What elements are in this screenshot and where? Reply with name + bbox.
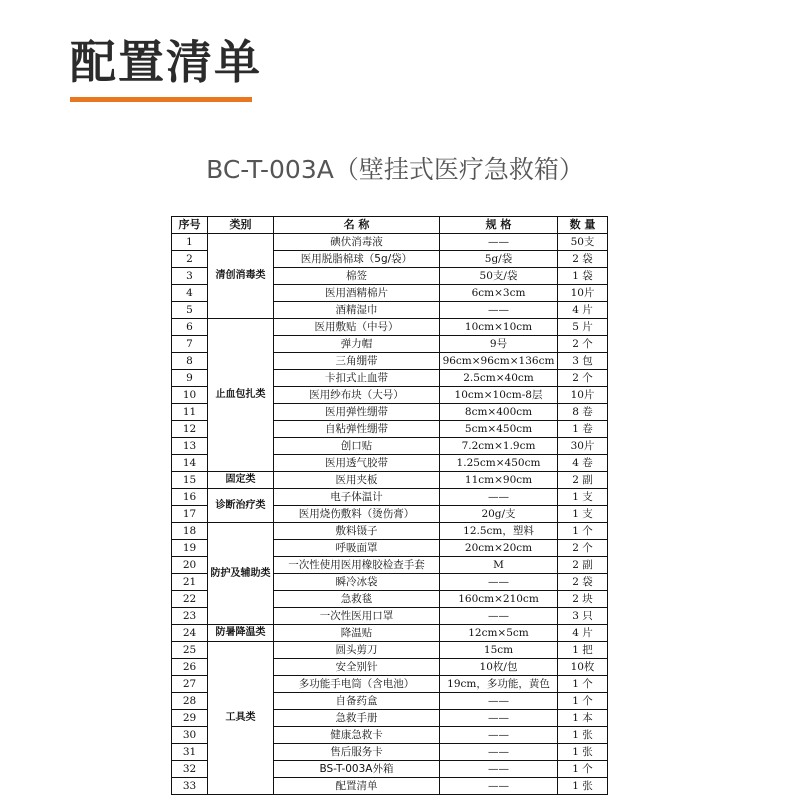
item-number: 5 — [172, 302, 208, 319]
item-number: 4 — [172, 285, 208, 302]
item-spec: 5cm×450cm — [440, 421, 558, 438]
item-number: 31 — [172, 744, 208, 761]
item-number: 1 — [172, 234, 208, 251]
item-spec: 2.5cm×40cm — [440, 370, 558, 387]
header-name: 名 称 — [274, 217, 440, 234]
item-quantity: 1 个 — [558, 523, 608, 540]
item-spec: —— — [440, 744, 558, 761]
item-number: 2 — [172, 251, 208, 268]
item-number: 7 — [172, 336, 208, 353]
item-number: 13 — [172, 438, 208, 455]
item-quantity: 2 袋 — [558, 574, 608, 591]
item-quantity: 5 片 — [558, 319, 608, 336]
header-qty: 数 量 — [558, 217, 608, 234]
item-number: 6 — [172, 319, 208, 336]
header-category: 类别 — [208, 217, 274, 234]
table-row — [172, 642, 608, 659]
item-name: 医用弹性绷带 — [274, 404, 440, 421]
page-heading: 配置清单 — [70, 35, 262, 89]
table-row — [172, 234, 608, 251]
item-spec: —— — [440, 727, 558, 744]
item-quantity: 2 个 — [558, 370, 608, 387]
item-number: 28 — [172, 693, 208, 710]
item-spec: —— — [440, 234, 558, 251]
item-spec: 50支/袋 — [440, 268, 558, 285]
item-spec: 160cm×210cm — [440, 591, 558, 608]
product-title: BC-T-003A（壁挂式医疗急救箱） — [206, 155, 584, 184]
item-name: 健康急救卡 — [274, 727, 440, 744]
item-name: 自粘弹性绷带 — [274, 421, 440, 438]
item-quantity: 2 块 — [558, 591, 608, 608]
heading-underline — [70, 97, 252, 102]
item-name: 一次性医用口罩 — [274, 608, 440, 625]
item-name: 医用烧伤敷料（烫伤膏） — [274, 506, 440, 523]
item-quantity: 1 个 — [558, 676, 608, 693]
item-quantity: 1 张 — [558, 744, 608, 761]
item-number: 25 — [172, 642, 208, 659]
item-name: 配置清单 — [274, 778, 440, 795]
item-name: 瞬冷冰袋 — [274, 574, 440, 591]
item-spec: 6cm×3cm — [440, 285, 558, 302]
configuration-table — [171, 216, 608, 795]
item-number: 14 — [172, 455, 208, 472]
item-number: 24 — [172, 625, 208, 642]
item-quantity: 1 卷 — [558, 421, 608, 438]
item-quantity: 4 片 — [558, 625, 608, 642]
item-name: 酒精湿巾 — [274, 302, 440, 319]
item-quantity: 1 支 — [558, 506, 608, 523]
item-name: 医用夹板 — [274, 472, 440, 489]
item-number: 22 — [172, 591, 208, 608]
item-number: 20 — [172, 557, 208, 574]
item-quantity: 10片 — [558, 285, 608, 302]
item-spec: 12cm×5cm — [440, 625, 558, 642]
item-name: 降温贴 — [274, 625, 440, 642]
item-number: 19 — [172, 540, 208, 557]
item-quantity: 2 个 — [558, 540, 608, 557]
table-header-row — [172, 217, 608, 234]
item-spec: 1.25cm×450cm — [440, 455, 558, 472]
item-quantity: 1 个 — [558, 693, 608, 710]
item-spec: 11cm×90cm — [440, 472, 558, 489]
item-quantity: 1 本 — [558, 710, 608, 727]
item-name: 一次性使用医用橡胶检查手套 — [274, 557, 440, 574]
item-spec: 10cm×10cm — [440, 319, 558, 336]
item-quantity: 1 张 — [558, 727, 608, 744]
header-no: 序号 — [172, 217, 208, 234]
item-number: 29 — [172, 710, 208, 727]
item-quantity: 3 包 — [558, 353, 608, 370]
item-quantity: 1 个 — [558, 761, 608, 778]
item-quantity: 10片 — [558, 387, 608, 404]
item-number: 23 — [172, 608, 208, 625]
category-cell: 工具类 — [208, 642, 274, 795]
item-quantity: 1 袋 — [558, 268, 608, 285]
item-spec: —— — [440, 761, 558, 778]
item-spec: 96cm×96cm×136cm — [440, 353, 558, 370]
item-spec: 12.5cm，塑料 — [440, 523, 558, 540]
item-name: 多功能手电筒（含电池） — [274, 676, 440, 693]
category-cell: 诊断治疗类 — [208, 489, 274, 523]
item-quantity: 4 片 — [558, 302, 608, 319]
item-number: 21 — [172, 574, 208, 591]
item-name: 安全别针 — [274, 659, 440, 676]
item-quantity: 1 支 — [558, 489, 608, 506]
item-number: 32 — [172, 761, 208, 778]
item-number: 30 — [172, 727, 208, 744]
item-spec: 5g/袋 — [440, 251, 558, 268]
item-number: 15 — [172, 472, 208, 489]
item-name: 碘伏消毒液 — [274, 234, 440, 251]
item-spec: 15cm — [440, 642, 558, 659]
item-quantity: 10枚 — [558, 659, 608, 676]
item-quantity: 1 把 — [558, 642, 608, 659]
item-spec: —— — [440, 693, 558, 710]
item-number: 16 — [172, 489, 208, 506]
item-quantity: 3 只 — [558, 608, 608, 625]
category-cell: 固定类 — [208, 472, 274, 489]
item-name: 敷料镊子 — [274, 523, 440, 540]
item-quantity: 2 个 — [558, 336, 608, 353]
item-name: 三角绷带 — [274, 353, 440, 370]
item-quantity: 2 袋 — [558, 251, 608, 268]
item-name: 售后服务卡 — [274, 744, 440, 761]
item-quantity: 2 副 — [558, 557, 608, 574]
item-number: 26 — [172, 659, 208, 676]
item-name: 医用酒精棉片 — [274, 285, 440, 302]
item-name: 医用透气胶带 — [274, 455, 440, 472]
item-quantity: 1 张 — [558, 778, 608, 795]
item-spec: M — [440, 557, 558, 574]
item-name: 圆头剪刀 — [274, 642, 440, 659]
category-cell: 防暑降温类 — [208, 625, 274, 642]
table-body — [172, 234, 608, 795]
item-name: 自备药盒 — [274, 693, 440, 710]
item-number: 3 — [172, 268, 208, 285]
item-quantity: 30片 — [558, 438, 608, 455]
category-cell: 清创消毒类 — [208, 234, 274, 319]
item-name: BS-T-003A外箱 — [274, 761, 440, 778]
table-row — [172, 523, 608, 540]
item-name: 电子体温计 — [274, 489, 440, 506]
item-name: 医用纱布块（大号） — [274, 387, 440, 404]
item-spec: 10枚/包 — [440, 659, 558, 676]
item-number: 17 — [172, 506, 208, 523]
item-spec: —— — [440, 778, 558, 795]
item-name: 棉签 — [274, 268, 440, 285]
item-quantity: 50支 — [558, 234, 608, 251]
item-spec: 9号 — [440, 336, 558, 353]
item-number: 27 — [172, 676, 208, 693]
item-spec: 20g/支 — [440, 506, 558, 523]
item-spec: —— — [440, 710, 558, 727]
item-spec: 8cm×400cm — [440, 404, 558, 421]
item-number: 12 — [172, 421, 208, 438]
item-quantity: 2 副 — [558, 472, 608, 489]
item-spec: —— — [440, 608, 558, 625]
item-spec: 20cm×20cm — [440, 540, 558, 557]
item-quantity: 4 卷 — [558, 455, 608, 472]
item-quantity: 8 卷 — [558, 404, 608, 421]
item-number: 18 — [172, 523, 208, 540]
item-number: 11 — [172, 404, 208, 421]
item-spec: 10cm×10cm-8层 — [440, 387, 558, 404]
table-row — [172, 319, 608, 336]
item-number: 10 — [172, 387, 208, 404]
item-name: 医用脱脂棉球（5g/袋） — [274, 251, 440, 268]
category-cell: 止血包扎类 — [208, 319, 274, 472]
item-spec: —— — [440, 489, 558, 506]
item-spec: 19cm，多功能，黄色 — [440, 676, 558, 693]
item-name: 呼吸面罩 — [274, 540, 440, 557]
table-row — [172, 489, 608, 506]
item-name: 卡扣式止血带 — [274, 370, 440, 387]
item-name: 医用敷贴（中号） — [274, 319, 440, 336]
item-number: 9 — [172, 370, 208, 387]
item-number: 8 — [172, 353, 208, 370]
table-row — [172, 625, 608, 642]
item-name: 急救毯 — [274, 591, 440, 608]
item-name: 弹力帽 — [274, 336, 440, 353]
item-spec: 7.2cm×1.9cm — [440, 438, 558, 455]
header-spec: 规 格 — [440, 217, 558, 234]
table-row — [172, 472, 608, 489]
item-name: 创口贴 — [274, 438, 440, 455]
item-name: 急救手册 — [274, 710, 440, 727]
category-cell: 防护及辅助类 — [208, 523, 274, 625]
item-number: 33 — [172, 778, 208, 795]
item-spec: —— — [440, 574, 558, 591]
item-spec: —— — [440, 302, 558, 319]
